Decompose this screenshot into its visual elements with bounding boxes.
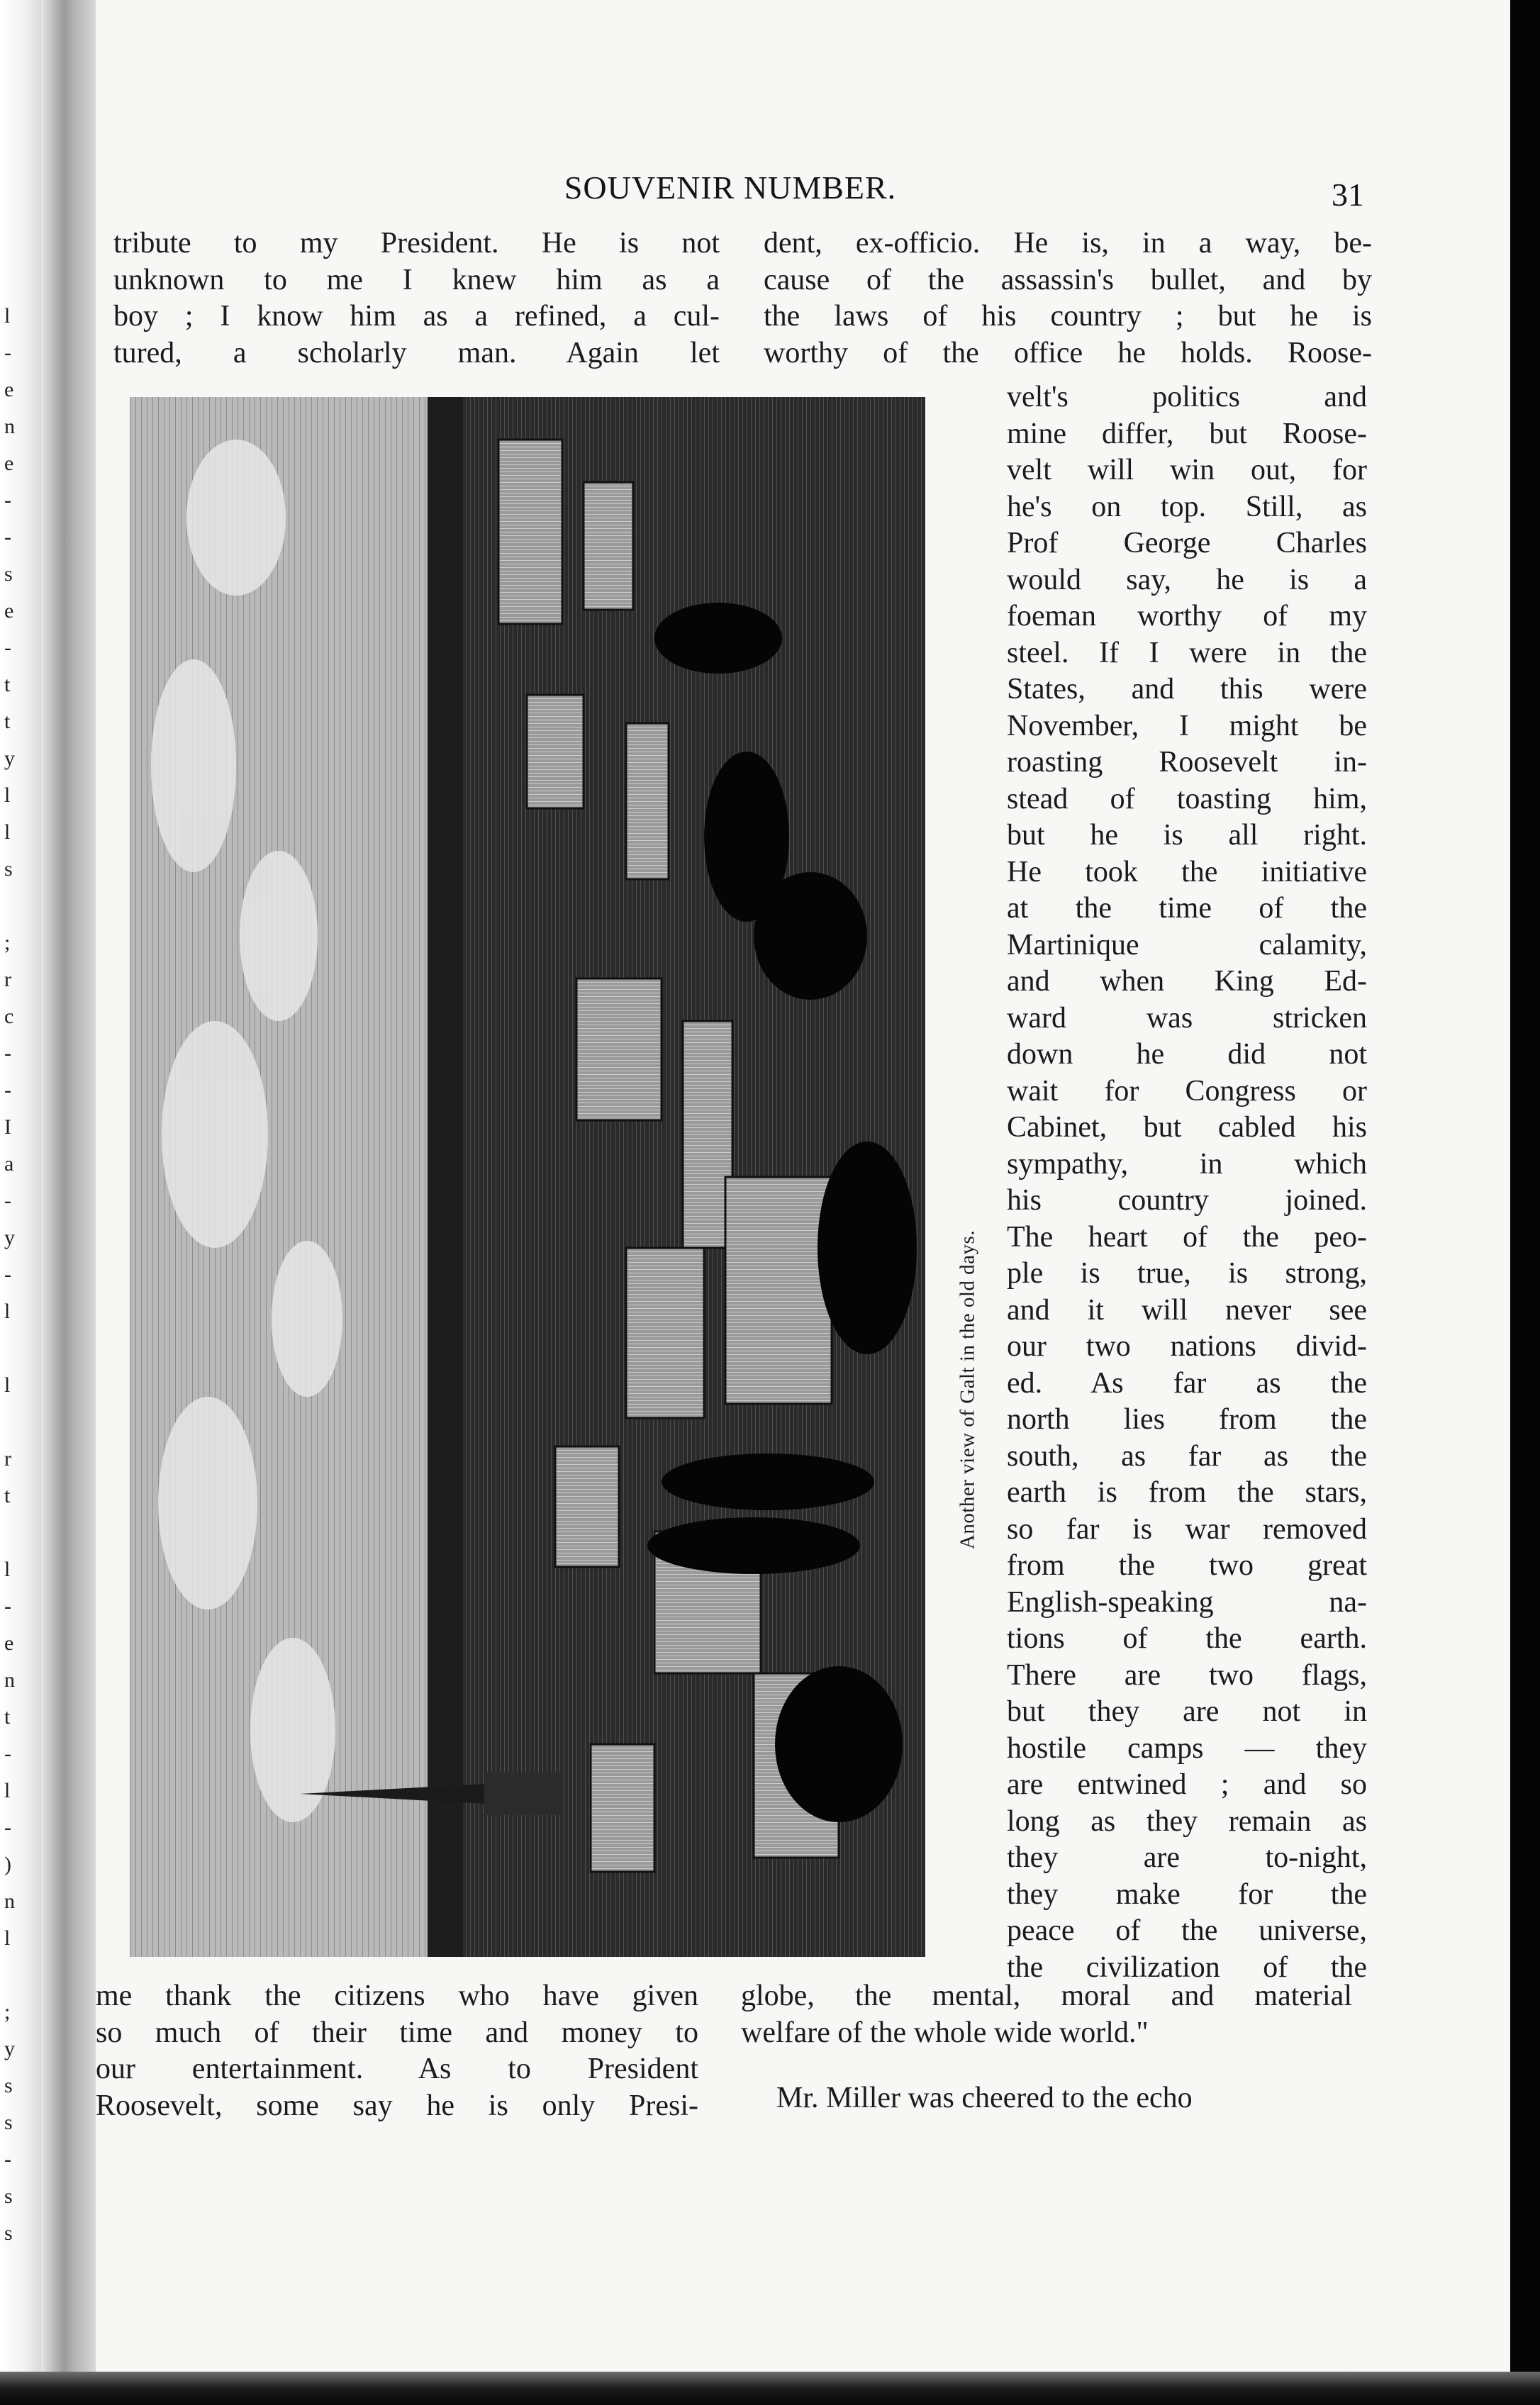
text-line: ed. As far as the (1007, 1366, 1367, 1400)
text-line: welfare of the whole wide world." (741, 2016, 1149, 2049)
adjacent-page-text: l - e n e - - s e - t t y l l s ; r c - - I a - y - l l r t l - e n t - l - ) n l ; y s s - s s (4, 304, 15, 2245)
text-line: the civilization of the (1007, 1951, 1367, 1984)
text-line: unknown to me I knew him as a (113, 263, 720, 296)
text-line: me thank the citizens who have given (96, 1980, 698, 2012)
text-line: south, as far as the (1007, 1439, 1367, 1473)
text-line: earth is from the stars, (1007, 1476, 1367, 1509)
text-line: and it will never see (1007, 1293, 1367, 1327)
text-line: long as they remain as (1007, 1804, 1367, 1838)
text-line: are entwined ; and so (1007, 1768, 1367, 1801)
text-line: There are two flags, (1007, 1658, 1367, 1692)
left-column-top (113, 225, 720, 372)
adjacent-page-edge (0, 0, 41, 2405)
text-line: The heart of the peo- (1007, 1220, 1367, 1254)
text-line: his country joined. (1007, 1184, 1367, 1217)
text-line: Martinique calamity, (1007, 928, 1367, 961)
text-line: English-speaking na- (1007, 1585, 1367, 1619)
text-line: Roosevelt, some say he is only Presi- (96, 2089, 698, 2122)
text-line: peace of the universe, (1007, 1914, 1367, 1947)
text-line: tribute to my President. He is not (113, 227, 720, 260)
text-line: velt will win out, for (1007, 454, 1367, 486)
page-number: 31 (1332, 177, 1364, 213)
text-line: dent, ex-officio. He is, in a way, be- (764, 227, 1372, 260)
text-line: Prof George Charles (1007, 527, 1367, 559)
right-narrow-column (1007, 379, 1367, 1986)
text-line: He took the initiative (1007, 855, 1367, 888)
scan-edge-right (1510, 0, 1540, 2405)
text-line: down he did not (1007, 1038, 1367, 1071)
text-line: boy ; I know him as a refined, a cul- (113, 300, 720, 333)
text-line: they make for the (1007, 1877, 1367, 1911)
galt-town-view (130, 397, 925, 1957)
text-line: Cabinet, but cabled his (1007, 1111, 1367, 1144)
text-line: so far is war removed (1007, 1512, 1367, 1546)
figure-caption: Another view of Galt in the old days. (956, 1229, 979, 1550)
text-line: velt's politics and (1007, 381, 1367, 413)
text-line: so much of their time and money to (96, 2016, 698, 2049)
right-column-top (764, 225, 1372, 372)
running-head: SOUVENIR NUMBER. (564, 169, 897, 206)
text-line: ward was stricken (1007, 1001, 1367, 1034)
text-line: the laws of his country ; but he is (764, 300, 1372, 333)
text-line: hostile camps — they (1007, 1731, 1367, 1765)
text-line: but they are not in (1007, 1695, 1367, 1728)
text-line: and when King Ed- (1007, 965, 1367, 998)
text-line: wait for Congress or (1007, 1074, 1367, 1107)
text-line: our two nations divid- (1007, 1330, 1367, 1363)
text-line: our entertainment. As to President (96, 2053, 698, 2085)
right-column-bottom (741, 1978, 1352, 2051)
text-line: tions of the earth. (1007, 1622, 1367, 1655)
closing-line: Mr. Miller was cheered to the echo (776, 2082, 1193, 2114)
text-line: States, and this were (1007, 673, 1367, 705)
text-line: cause of the assassin's bullet, and by (764, 263, 1372, 296)
text-line: November, I might be (1007, 709, 1367, 742)
text-line: roasting Roosevelt in- (1007, 746, 1367, 779)
text-line: they are to-night, (1007, 1841, 1367, 1874)
text-line: he's on top. Still, as (1007, 490, 1367, 523)
text-line: foeman worthy of my (1007, 600, 1367, 632)
text-line: tured, a scholarly man. Again let (113, 336, 720, 369)
text-line: ple is true, is strong, (1007, 1257, 1367, 1290)
text-line: steel. If I were in the (1007, 636, 1367, 669)
text-line: sympathy, in which (1007, 1147, 1367, 1181)
engraving-illustration (130, 397, 925, 1957)
left-column-bottom (96, 1978, 698, 2124)
text-line: but he is all right. (1007, 819, 1367, 852)
text-line: globe, the mental, moral and material (741, 1980, 1352, 2012)
text-line: from the two great (1007, 1549, 1367, 1582)
text-line: at the time of the (1007, 892, 1367, 925)
text-line: north lies from the (1007, 1403, 1367, 1436)
scan-edge-bottom (0, 2372, 1540, 2405)
book-gutter (41, 0, 98, 2382)
text-line: stead of toasting him, (1007, 782, 1367, 815)
text-line: worthy of the office he holds. Roose- (764, 336, 1372, 369)
text-line: mine differ, but Roose- (1007, 417, 1367, 450)
text-line: would say, he is a (1007, 563, 1367, 596)
